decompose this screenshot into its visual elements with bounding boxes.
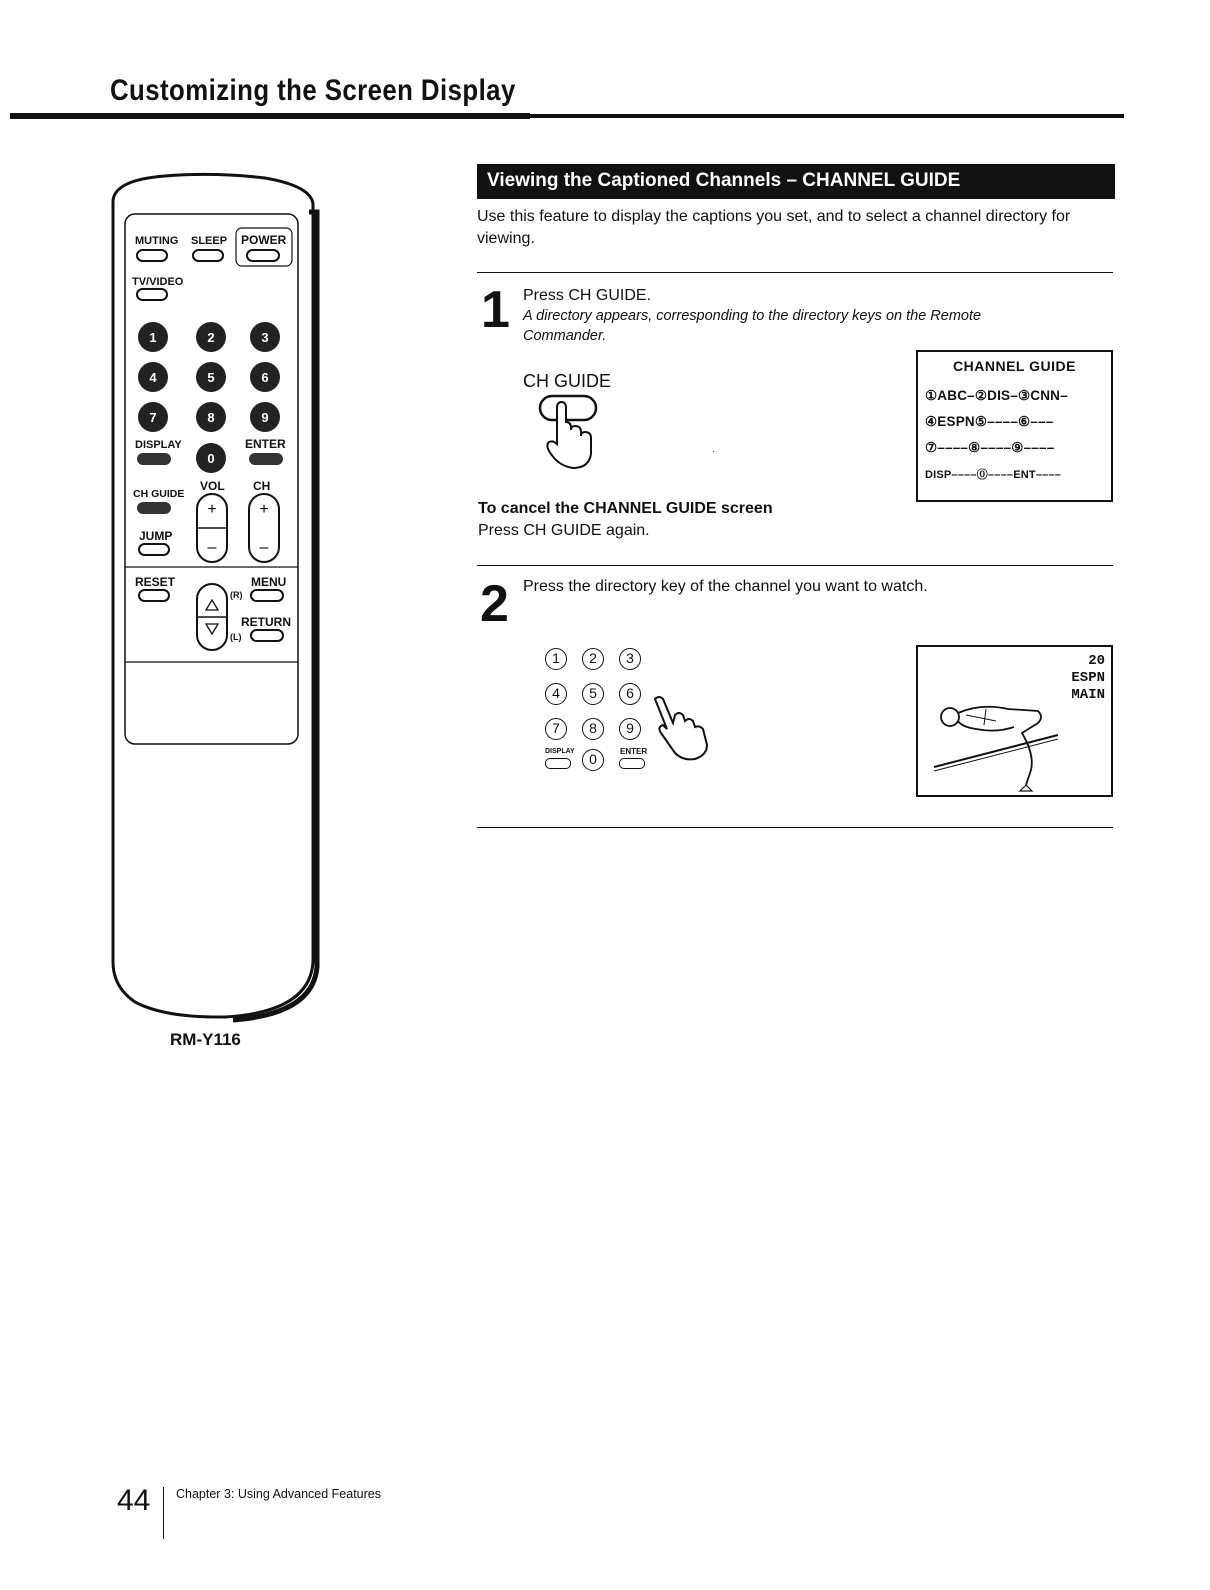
return-button: [251, 630, 283, 641]
svg-text:2: 2: [207, 330, 215, 345]
ch-guide-label: CH GUIDE: [133, 488, 185, 500]
jump-button: [139, 544, 169, 555]
directory-keypad-illustration: [545, 648, 725, 778]
svg-text:9: 9: [261, 410, 269, 425]
svg-text:+: +: [207, 501, 217, 518]
divider: [477, 827, 1113, 828]
guide-row-4: DISP––––⓪––––ENT––––: [925, 469, 1062, 481]
display-button: [137, 453, 171, 465]
tv-video-label: TV/VIDEO: [132, 276, 184, 288]
step-1-subtext: A directory appears, corresponding to the directory keys on the Remote Commander.: [523, 308, 982, 344]
channel-guide-screen: [916, 350, 1113, 502]
step-1-text: Press CH GUIDE.: [523, 287, 652, 304]
cancel-text: Press CH GUIDE again.: [478, 522, 650, 539]
enter-key-label: ENTER: [620, 747, 648, 756]
tv-audio-mode: MAIN: [1071, 687, 1105, 703]
key-8: 8: [582, 718, 604, 740]
guide-row-3: ⑦––––⑧––––⑨––––: [925, 440, 1055, 455]
step-2-text: Press the directory key of the channel you want to watch.: [523, 578, 928, 595]
display-label: DISPLAY: [135, 439, 182, 451]
tv-channel-caption: ESPN: [1071, 670, 1105, 686]
page-number: 44: [117, 1484, 151, 1517]
svg-text:–: –: [207, 539, 217, 556]
svg-text:4: 4: [149, 370, 157, 385]
ch-label: CH: [253, 479, 271, 493]
vol-label: VOL: [200, 479, 225, 493]
svg-text:–: –: [259, 539, 269, 556]
svg-text:(L): (L): [230, 632, 242, 642]
remote-commander-illustration: [105, 172, 321, 1032]
intro-paragraph: Use this feature to display the captions you set, and to select a channel directory for viewing.: [477, 208, 1071, 247]
key-7: 7: [545, 718, 567, 740]
menu-label: MENU: [251, 575, 287, 589]
tv-channel-number: 20: [1088, 653, 1105, 669]
pointing-hand-icon: [645, 693, 715, 763]
key-6: 6: [619, 683, 641, 705]
enter-button: [249, 453, 283, 465]
reset-button: [139, 590, 169, 601]
jump-label: JUMP: [139, 529, 173, 543]
enter-key: [619, 758, 645, 769]
menu-button: [251, 590, 283, 601]
svg-text:1: 1: [149, 330, 157, 345]
svg-text:6: 6: [261, 370, 269, 385]
key-3: 3: [619, 648, 641, 670]
ch-guide-button-icon: [540, 396, 596, 420]
chapter-title: Chapter 3: Using Advanced Features: [176, 1487, 381, 1501]
high-jumper-picture: [926, 687, 1066, 792]
section-heading: Viewing the Captioned Channels – CHANNEL GUIDE: [477, 164, 1115, 199]
divider: [477, 272, 1113, 273]
muting-label: MUTING: [135, 235, 179, 247]
key-4: 4: [545, 683, 567, 705]
title-rule-extension: [530, 114, 1124, 118]
svg-text:0: 0: [207, 451, 215, 466]
reset-label: RESET: [135, 575, 176, 589]
ch-guide-button: [137, 502, 171, 514]
sleep-button: [193, 250, 223, 261]
svg-text:8: 8: [207, 410, 215, 425]
divider: [477, 565, 1113, 566]
page-title: Customizing the Screen Display: [110, 74, 516, 107]
key-2: 2: [582, 648, 604, 670]
footer-divider: [163, 1487, 164, 1539]
svg-text:3: 3: [261, 330, 269, 345]
power-label: POWER: [241, 233, 287, 247]
muting-button: [137, 250, 167, 261]
key-5: 5: [582, 683, 604, 705]
return-label: RETURN: [241, 615, 291, 629]
svg-text:7: 7: [149, 410, 157, 425]
title-rule: [10, 113, 530, 119]
step-1-number: 1: [481, 281, 510, 339]
remote-model-label: RM-Y116: [170, 1030, 241, 1049]
power-button: [247, 250, 279, 261]
remote-svg: [105, 172, 321, 1032]
key-1: 1: [545, 648, 567, 670]
guide-row-2: ④ESPN⑤––––⑥–––: [925, 414, 1054, 429]
ch-guide-press-illustration: [535, 392, 615, 472]
key-0: 0: [582, 749, 604, 771]
channel-guide-title: CHANNEL GUIDE: [953, 358, 1076, 374]
guide-row-1: ①ABC–②DIS–③CNN–: [925, 388, 1068, 403]
small-mark: ·: [712, 446, 716, 457]
ch-guide-button-label: CH GUIDE: [523, 371, 612, 391]
tv-screen-espn: [916, 645, 1113, 797]
svg-text:+: +: [259, 501, 269, 518]
sleep-label: SLEEP: [191, 235, 228, 247]
display-key: [545, 758, 571, 769]
svg-text:5: 5: [207, 370, 215, 385]
enter-label: ENTER: [245, 437, 286, 451]
svg-text:(R): (R): [230, 590, 243, 600]
tv-video-button: [137, 289, 167, 300]
key-9: 9: [619, 718, 641, 740]
cancel-title: To cancel the CHANNEL GUIDE screen: [478, 500, 773, 517]
step-2-number: 2: [480, 575, 509, 633]
display-key-label: DISPLAY: [545, 748, 575, 755]
